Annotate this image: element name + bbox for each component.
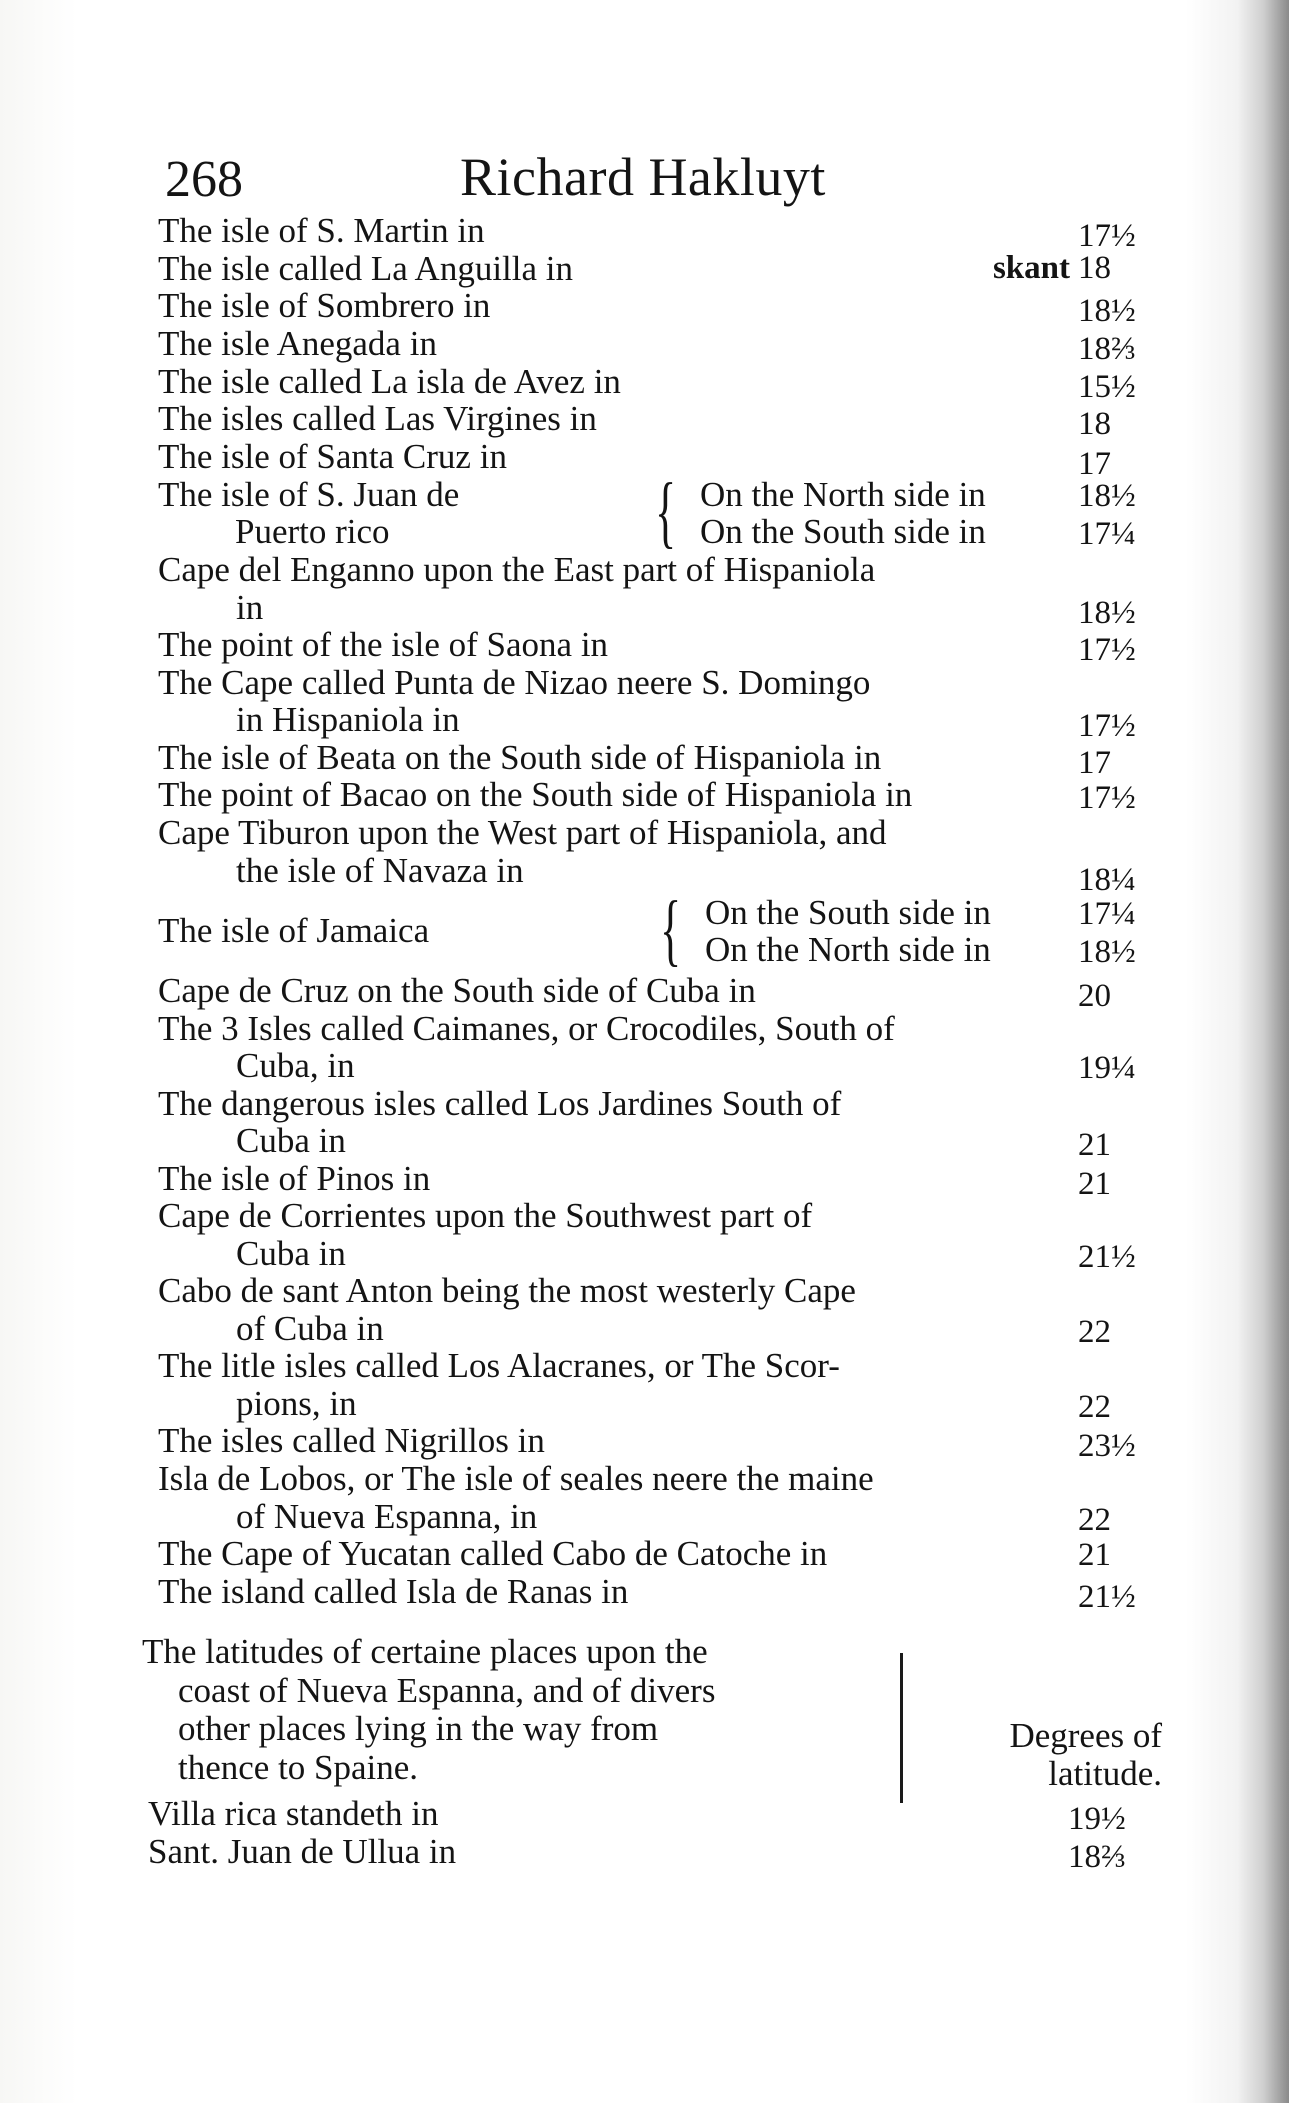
- place-name: [158, 1085, 1088, 1160]
- table-row: [150, 1010, 1170, 1085]
- table-row: [150, 1571, 1170, 1615]
- place-name-continued: Puerto rico: [235, 511, 390, 551]
- place-name: Cape de Cruz on the South side of Cuba in: [158, 970, 756, 1010]
- latitude-value: 20: [1078, 977, 1111, 1014]
- place-name: The isle of Beata on the South side of Hispaniola in: [158, 737, 882, 777]
- latitude-value: 19¼: [1078, 1049, 1136, 1086]
- latitude-value: 18¼: [1078, 861, 1136, 898]
- table-row: [150, 1158, 1170, 1202]
- place-name: [158, 1460, 1088, 1535]
- latitude-value: 22: [1078, 1314, 1111, 1351]
- place-name: [158, 664, 1088, 739]
- column-heading-line: latitude.: [1048, 1754, 1162, 1793]
- place-name: The isle called La Anguilla in: [158, 248, 574, 288]
- latitude-value: 21: [1078, 1536, 1111, 1573]
- page-header: [160, 142, 880, 212]
- side-label: On the South side in: [705, 892, 991, 932]
- jamaica-group: [150, 885, 1170, 974]
- latitude-value: 17: [1078, 744, 1111, 781]
- table-row: [140, 1832, 1160, 1875]
- qualifier: skant: [992, 249, 1070, 286]
- section-line: The latitudes of certaine places upon the: [142, 1632, 708, 1671]
- place-name: The isle of S. Martin in: [158, 211, 485, 250]
- latitude-value: 18: [1078, 406, 1111, 443]
- place-name: The Cape of Yucatan called Cabo de Catoche in: [158, 1533, 828, 1573]
- side-label: On the North side in: [705, 929, 991, 969]
- place-name-line: Isla de Lobos, or The isle of seales neere the maine: [158, 1458, 874, 1498]
- place-name-continued: in Hispaniola in: [236, 700, 460, 740]
- side-label: On the North side in: [700, 474, 986, 514]
- latitude-value: 17½: [1078, 707, 1136, 744]
- place-name: The isle of Santa Cruz in: [158, 437, 507, 477]
- table-row: [150, 286, 1170, 330]
- place-name: [158, 1272, 1088, 1347]
- place-name-continued: Cuba, in: [236, 1046, 355, 1086]
- table-row: [150, 250, 1170, 288]
- place-name-continued: the isle of Navaza in: [236, 850, 524, 890]
- place-name-continued: Cuba in: [236, 1121, 346, 1161]
- place-name-line: Cape del Enganno upon the East part of Hispaniola: [158, 549, 876, 589]
- latitude-value: 19½: [1068, 1801, 1126, 1837]
- table-row: [150, 211, 1170, 254]
- section-line: thence to Spaine.: [178, 1747, 419, 1787]
- table-row: [140, 1794, 1160, 1837]
- page-number: 268: [165, 151, 243, 208]
- latitude-value: 21: [1078, 1165, 1111, 1202]
- latitude-value: 17: [1078, 446, 1111, 483]
- puerto-rico-group: [150, 467, 1170, 556]
- place-name: Sant. Juan de Ullua in: [148, 1832, 457, 1871]
- place-name: The isle of Jamaica: [158, 910, 430, 950]
- table-row: [150, 624, 1170, 668]
- latitude-table-2: [140, 1794, 1160, 1875]
- latitude-value: 17½: [1078, 631, 1136, 668]
- table-row: [150, 361, 1170, 405]
- table-row: [150, 1421, 1170, 1465]
- section-line: other places lying in the way from: [178, 1709, 659, 1748]
- place-name: The isle of S. Juan de: [158, 474, 460, 514]
- table-row: [150, 737, 1170, 781]
- place-name-line: The dangerous isles called Los Jardines South of: [158, 1083, 842, 1123]
- latitude-value: 15½: [1078, 368, 1136, 405]
- section-description: [142, 1633, 882, 1787]
- place-name: [158, 1197, 1088, 1272]
- latitude-value: 17¼: [1078, 515, 1136, 552]
- place-name: The island called Isla de Ranas in: [158, 1571, 629, 1611]
- column-heading-line: Degrees of: [1009, 1716, 1162, 1755]
- table-row: [150, 1271, 1170, 1351]
- latitude-value: 17½: [1078, 218, 1136, 254]
- column-heading: [932, 1717, 1162, 1793]
- place-name-continued: of Cuba in: [236, 1308, 384, 1348]
- place-name-line: The litle isles called Los Alacranes, or The Scor-: [158, 1346, 840, 1386]
- table-row: [150, 1458, 1170, 1538]
- place-name: [158, 1010, 1088, 1085]
- table-row: [150, 970, 1170, 1014]
- side-label: On the South side in: [700, 511, 986, 551]
- place-name-continued: of Nueva Espanna, in: [236, 1496, 538, 1536]
- table-row: [150, 775, 1170, 817]
- place-name-continued: pions, in: [236, 1383, 357, 1423]
- latitude-value: 18½: [1078, 477, 1136, 514]
- place-name: Villa rica standeth in: [148, 1794, 439, 1833]
- place-name: [158, 551, 1088, 626]
- table-row: [150, 1535, 1170, 1573]
- latitude-value: 18½: [1078, 594, 1136, 631]
- vertical-rule: [900, 1653, 903, 1803]
- place-name-line: Cape Tiburon upon the West part of Hispaniola, and: [158, 812, 887, 852]
- brace-mark: {: [660, 885, 682, 974]
- place-name: The point of Bacao on the South side of Hispaniola in: [158, 775, 913, 815]
- latitude-value: 22: [1078, 1389, 1111, 1426]
- latitude-value: 17¼: [1078, 895, 1136, 932]
- brace-mark: {: [655, 467, 677, 556]
- latitude-value: 22: [1078, 1501, 1111, 1538]
- place-name: [158, 1347, 1088, 1422]
- place-name: The isles called Nigrillos in: [158, 1421, 545, 1461]
- latitude-table: [150, 211, 1170, 1615]
- table-row: [150, 324, 1170, 368]
- table-row: [150, 1083, 1170, 1163]
- place-name-line: The 3 Isles called Caimanes, or Crocodiles, South of: [158, 1008, 895, 1048]
- table-row: [150, 1346, 1170, 1426]
- table-row: [150, 549, 1170, 631]
- place-name-continued: in: [236, 587, 264, 627]
- latitude-value: 23½: [1078, 1428, 1136, 1465]
- place-name-line: The Cape called Punta de Nizao neere S. Domingo: [158, 662, 871, 702]
- place-name: The point of the isle of Saona in: [158, 624, 609, 664]
- place-name-line: Cabo de sant Anton being the most westerly Cape: [158, 1271, 856, 1311]
- section-line: coast of Nueva Espanna, and of divers: [178, 1670, 716, 1710]
- place-name: The isle Anegada in: [158, 324, 437, 364]
- place-name: The isle of Pinos in: [158, 1158, 431, 1198]
- latitude-value: 21: [1078, 1126, 1111, 1163]
- latitude-value: 21½: [1078, 1578, 1136, 1615]
- place-name: The isles called Las Virgines in: [158, 399, 597, 439]
- latitude-value: 21½: [1078, 1239, 1136, 1276]
- latitude-value: 18½: [1078, 293, 1136, 330]
- section-heading: [142, 1633, 1162, 1793]
- running-title: Richard Hakluyt: [460, 147, 826, 207]
- latitude-value: 18⅔: [1078, 331, 1136, 368]
- latitude-value: 17½: [1078, 780, 1136, 817]
- place-name-line: Cape de Corrientes upon the Southwest part of: [158, 1196, 813, 1236]
- table-row: [150, 399, 1170, 443]
- table-row: [150, 812, 1170, 898]
- place-name: [158, 814, 1088, 889]
- table-row: [150, 1196, 1170, 1276]
- place-name: The isle called La isla de Avez in: [158, 361, 621, 401]
- latitude-value: 18: [1078, 249, 1111, 286]
- place-name: The isle of Sombrero in: [158, 286, 491, 326]
- table-row: [150, 662, 1170, 744]
- place-name-continued: Cuba in: [236, 1233, 346, 1273]
- latitude-value: 18½: [1078, 933, 1136, 970]
- latitude-value: 18⅔: [1068, 1839, 1126, 1875]
